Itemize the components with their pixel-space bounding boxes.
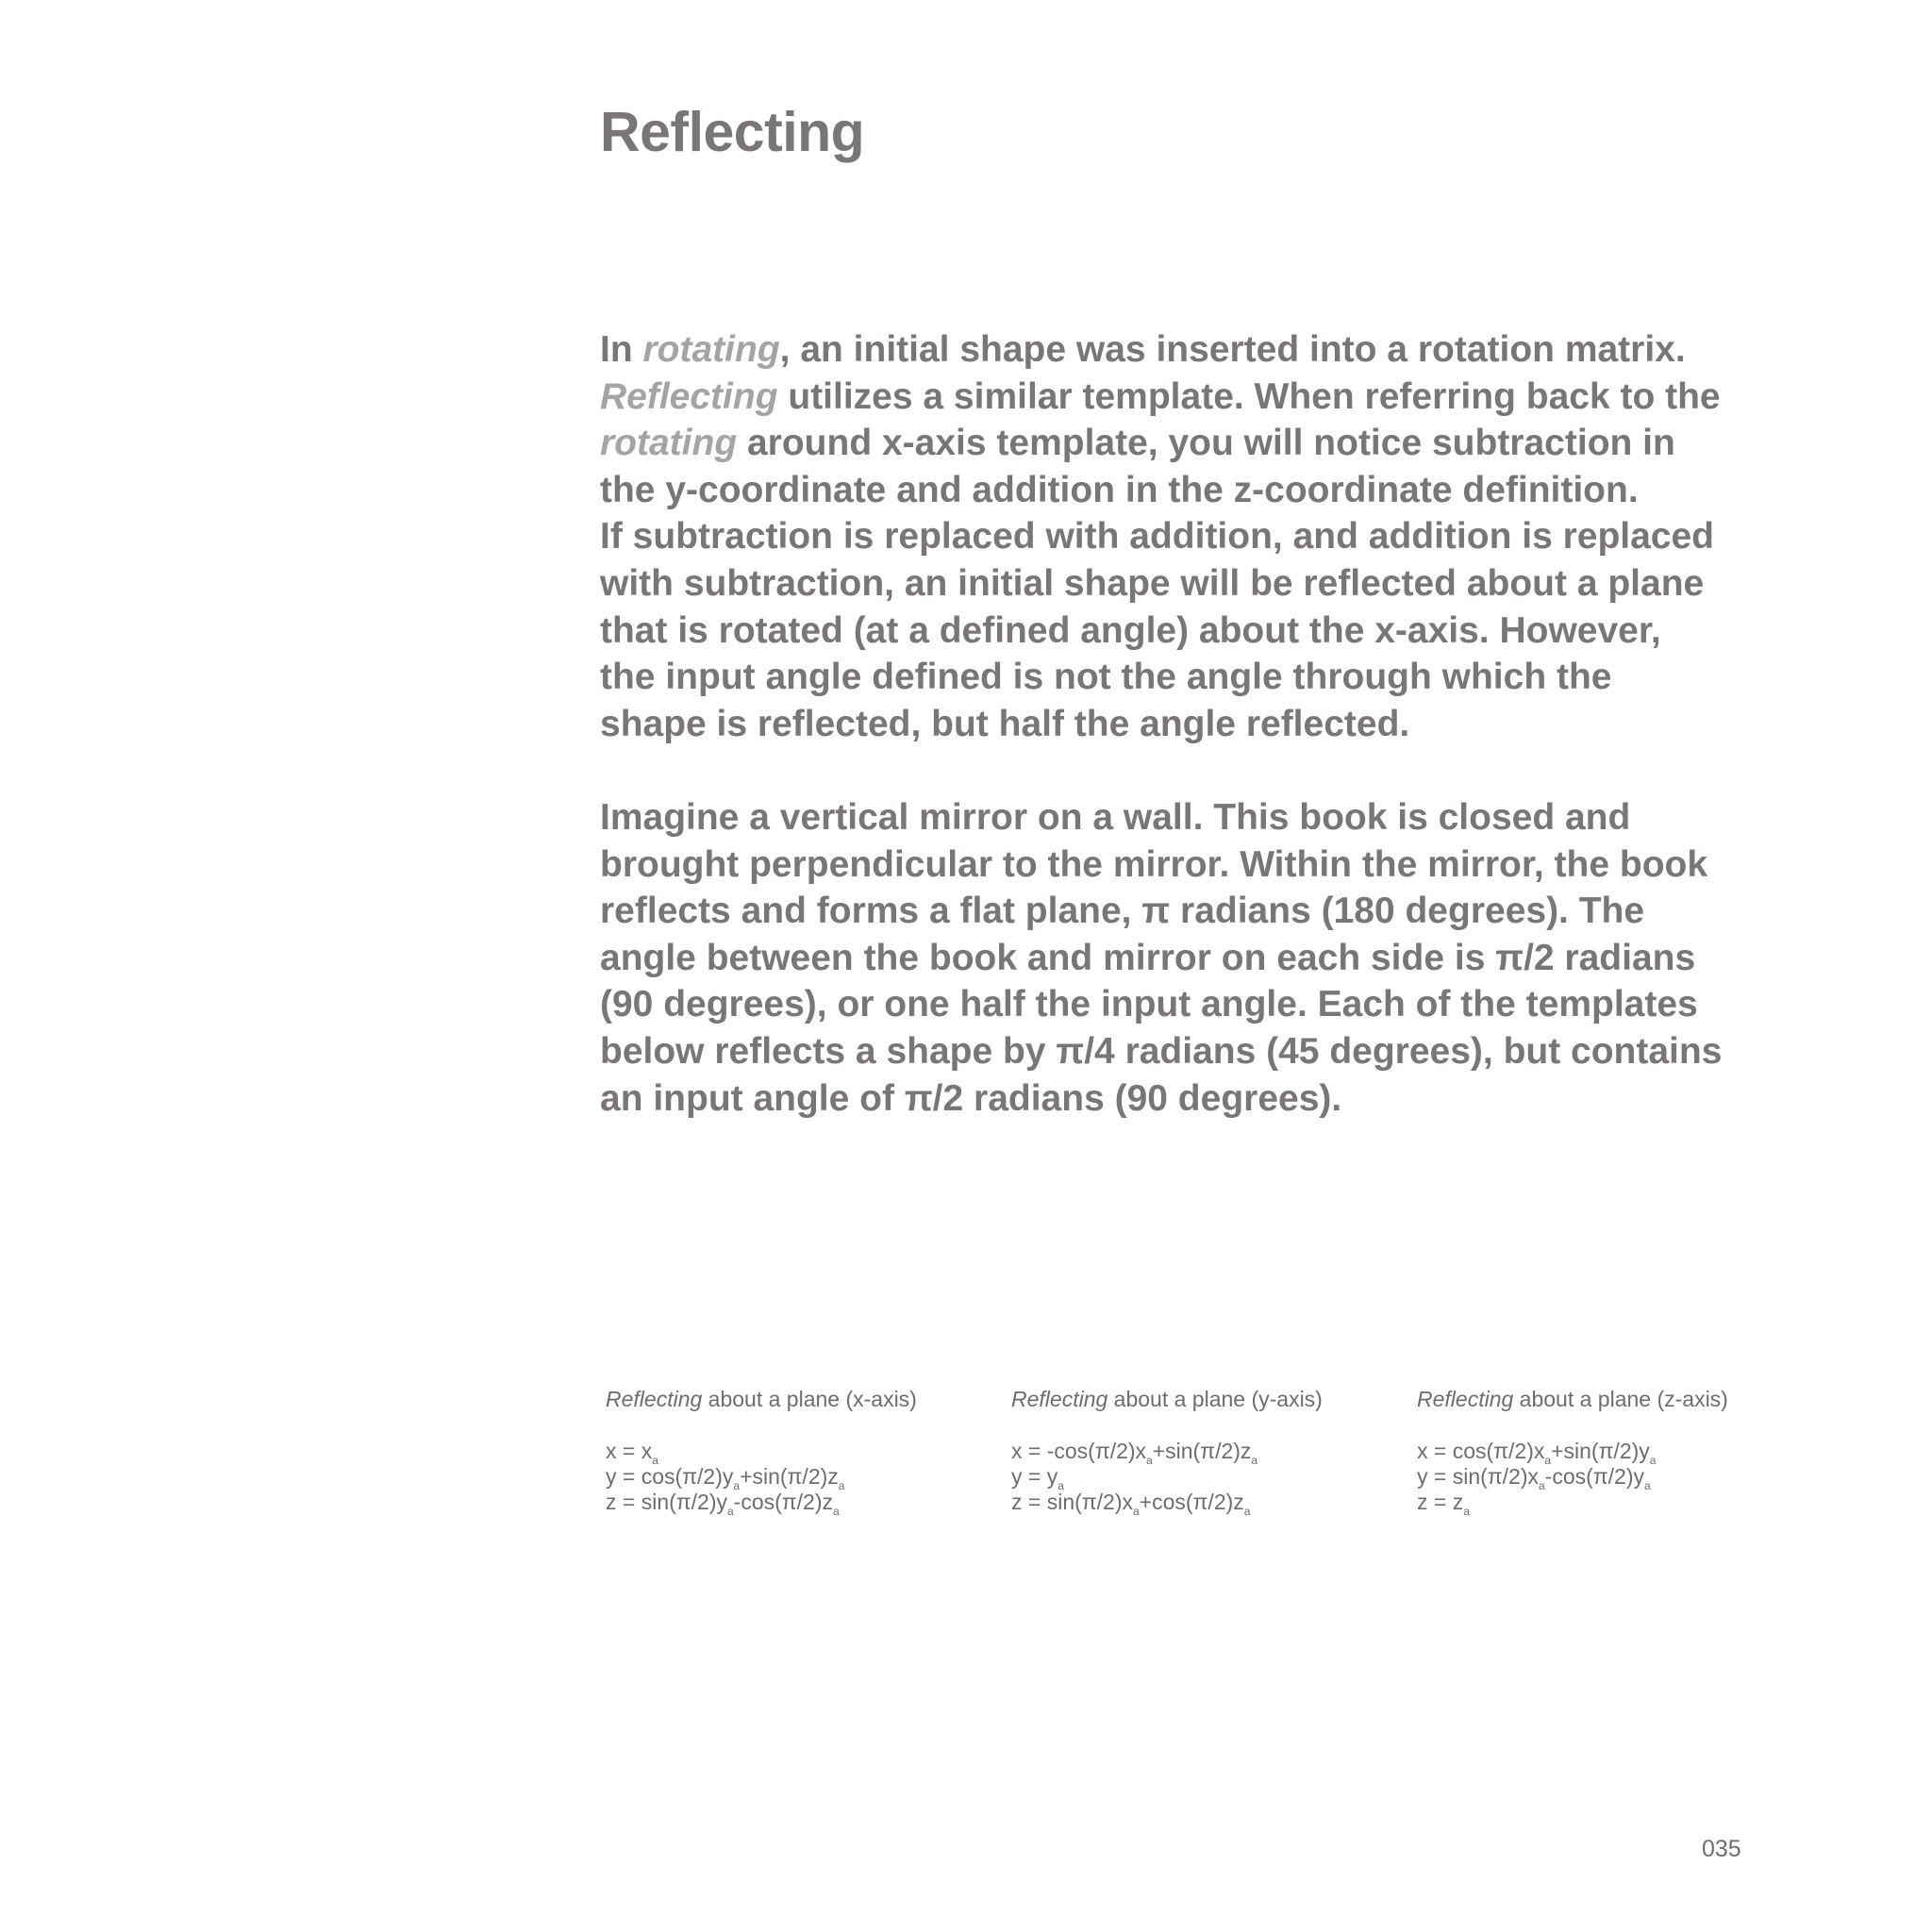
- text-run: with subtraction, an initial shape will be reflected about a plane: [600, 562, 1705, 604]
- equation-subscript: a: [1649, 1454, 1657, 1467]
- paragraph2-line: brought perpendicular to the mirror. Within the mirror, the book: [600, 843, 1708, 885]
- equation-subscript: a: [726, 1505, 734, 1518]
- paragraph-mirror-explanation: [600, 794, 1789, 1122]
- paragraph1-line: [600, 560, 1789, 608]
- equation: [1011, 1439, 1407, 1467]
- page-title: Reflecting: [600, 101, 865, 163]
- equation-text: +cos(π/2)z: [1139, 1490, 1244, 1514]
- paragraph2-line: below reflects a shape by π/4 radians (45 degrees), but contains: [600, 1030, 1723, 1072]
- paragraph1-line: [600, 701, 1789, 748]
- equation-subscript: a: [833, 1505, 840, 1518]
- equation-subscript: a: [1132, 1505, 1140, 1518]
- template-title: [1417, 1387, 1813, 1412]
- equation: [606, 1464, 1002, 1490]
- text-run: the input angle defined is not the angle through which the: [600, 657, 1612, 698]
- paragraph2-line: an input angle of π/2 radians (90 degrees).: [600, 1077, 1342, 1119]
- equation-text: y = sin(π/2)x: [1417, 1464, 1539, 1489]
- italic-term: Reflecting: [600, 375, 778, 417]
- paragraph2-line: angle between the book and mirror on each side is π/2 radians: [600, 937, 1696, 978]
- equation-subscript: a: [1644, 1479, 1651, 1492]
- equation-text: y = cos(π/2)y: [606, 1464, 734, 1489]
- paragraph1-line: [600, 654, 1789, 701]
- paragraph2-line: Imagine a vertical mirror on a wall. This book is closed and: [600, 796, 1631, 838]
- text-run: If subtraction is replaced with addition, and addition is replaced: [600, 516, 1715, 558]
- paragraph1-line: [600, 467, 1789, 514]
- italic-term: rotating: [642, 329, 780, 370]
- equation: [1011, 1490, 1407, 1518]
- equation-subscript: a: [1058, 1479, 1064, 1492]
- template-y-axis: [1011, 1387, 1407, 1518]
- italic-term: rotating: [600, 423, 738, 464]
- equation-text: y = y: [1011, 1464, 1058, 1489]
- equation-subscript: a: [1538, 1479, 1545, 1492]
- equation-text: -cos(π/2)y: [1544, 1464, 1644, 1489]
- text-run: that is rotated (at a defined angle) about the x-axis. However,: [600, 609, 1661, 651]
- template-title-term: Reflecting: [1417, 1387, 1514, 1411]
- text-run: around x-axis template, you will notice subtraction in: [737, 423, 1675, 464]
- equation: [1011, 1464, 1407, 1490]
- template-title-rest: about a plane (z-axis): [1513, 1387, 1728, 1411]
- paragraph1-line: [600, 420, 1789, 467]
- template-title-term: Reflecting: [1011, 1387, 1108, 1411]
- paragraph1-line: [600, 513, 1789, 560]
- equation: [606, 1490, 1002, 1518]
- equation-subscript: a: [1146, 1454, 1153, 1467]
- text-run: In: [600, 329, 643, 370]
- equation-subscript: a: [1251, 1454, 1258, 1467]
- text-run: shape is reflected, but half the angle reflected.: [600, 703, 1410, 744]
- equation: [606, 1439, 1002, 1467]
- text-run: , an initial shape was inserted into a rotation matrix.: [779, 329, 1686, 370]
- equation-text: z = z: [1417, 1490, 1464, 1514]
- equation-text: -cos(π/2)z: [733, 1490, 833, 1514]
- equation: [1417, 1464, 1813, 1490]
- template-z-axis: [1417, 1387, 1813, 1518]
- paragraph1-line: [600, 608, 1789, 655]
- equation: [1417, 1490, 1813, 1518]
- equation-subscript: a: [838, 1479, 845, 1492]
- equation-text: z = sin(π/2)x: [1011, 1490, 1133, 1514]
- paragraph2-line: (90 degrees), or one half the input angle. Each of the templates: [600, 984, 1698, 1025]
- text-run: utilizes a similar template. When referring back to the: [777, 375, 1721, 417]
- equation: [1417, 1439, 1813, 1467]
- equation-subscript: a: [1544, 1454, 1552, 1467]
- reflection-templates: [606, 1387, 1794, 1538]
- template-title-rest: about a plane (x-axis): [702, 1387, 917, 1411]
- paragraph1-line: [600, 326, 1789, 374]
- paragraph1-line: [600, 374, 1789, 421]
- equation-text: +sin(π/2)z: [1152, 1439, 1252, 1463]
- equation-text: x = x: [606, 1439, 653, 1463]
- template-x-axis: [606, 1387, 1002, 1518]
- equation-text: +sin(π/2)y: [1551, 1439, 1650, 1463]
- equation-text: +sin(π/2)z: [740, 1464, 839, 1489]
- page-number: 035: [1702, 1836, 1741, 1862]
- template-title-term: Reflecting: [606, 1387, 703, 1411]
- text-run: the y-coordinate and addition in the z-coordinate definition.: [600, 469, 1639, 510]
- equation-text: x = -cos(π/2)x: [1011, 1439, 1147, 1463]
- equation-subscript: a: [652, 1454, 658, 1467]
- body-text: [600, 326, 1789, 1122]
- equation-subscript: a: [1243, 1505, 1251, 1518]
- paragraph-rotating-intro: [600, 326, 1789, 747]
- template-title: [606, 1387, 1002, 1412]
- equation-subscript: a: [1463, 1505, 1470, 1518]
- equation-subscript: a: [733, 1479, 741, 1492]
- template-title-rest: about a plane (y-axis): [1108, 1387, 1323, 1411]
- equation-text: z = sin(π/2)y: [606, 1490, 727, 1514]
- equation-text: x = cos(π/2)x: [1417, 1439, 1545, 1463]
- paragraph2-line: reflects and forms a flat plane, π radians (180 degrees). The: [600, 891, 1645, 932]
- template-title: [1011, 1387, 1407, 1412]
